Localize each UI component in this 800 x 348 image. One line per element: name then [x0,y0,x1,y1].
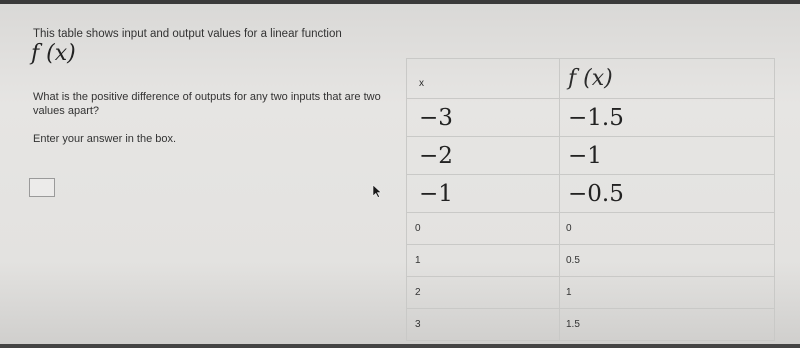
fx-cell: 0 [560,213,775,245]
x-cell: 1 [407,245,560,277]
function-table [406,58,775,341]
function-label: f (x) [31,41,76,66]
answer-instruction: Enter your answer in the box. [33,133,177,145]
fx-cell: −1 [560,137,775,175]
table-header-row [407,59,775,99]
x-cell: 3 [407,309,560,341]
fx-cell: −0.5 [560,175,775,213]
table-row [407,175,775,213]
question-prompt: What is the positive difference of outputs for any two inputs that are two values apart? [33,91,381,117]
fx-cell: 1.5 [560,309,775,341]
question-intro: This table shows input and output values for a linear function [33,28,342,40]
x-cell: −1 [407,175,560,213]
x-cell: 0 [407,213,560,245]
x-cell: −3 [407,99,560,137]
table-row [407,213,775,245]
mouse-cursor-icon [372,184,382,198]
bottom-edge [0,344,800,348]
table-row [407,245,775,277]
table-row [407,277,775,309]
header-fx: f (x) [560,59,775,99]
top-edge [0,0,800,4]
x-cell: −2 [407,137,560,175]
header-x: x [407,59,560,99]
table-row [407,309,775,341]
table-row [407,99,775,137]
x-cell: 2 [407,277,560,309]
answer-input[interactable] [29,178,55,197]
fx-cell: 1 [560,277,775,309]
fx-cell: −1.5 [560,99,775,137]
table-row [407,137,775,175]
fx-cell: 0.5 [560,245,775,277]
